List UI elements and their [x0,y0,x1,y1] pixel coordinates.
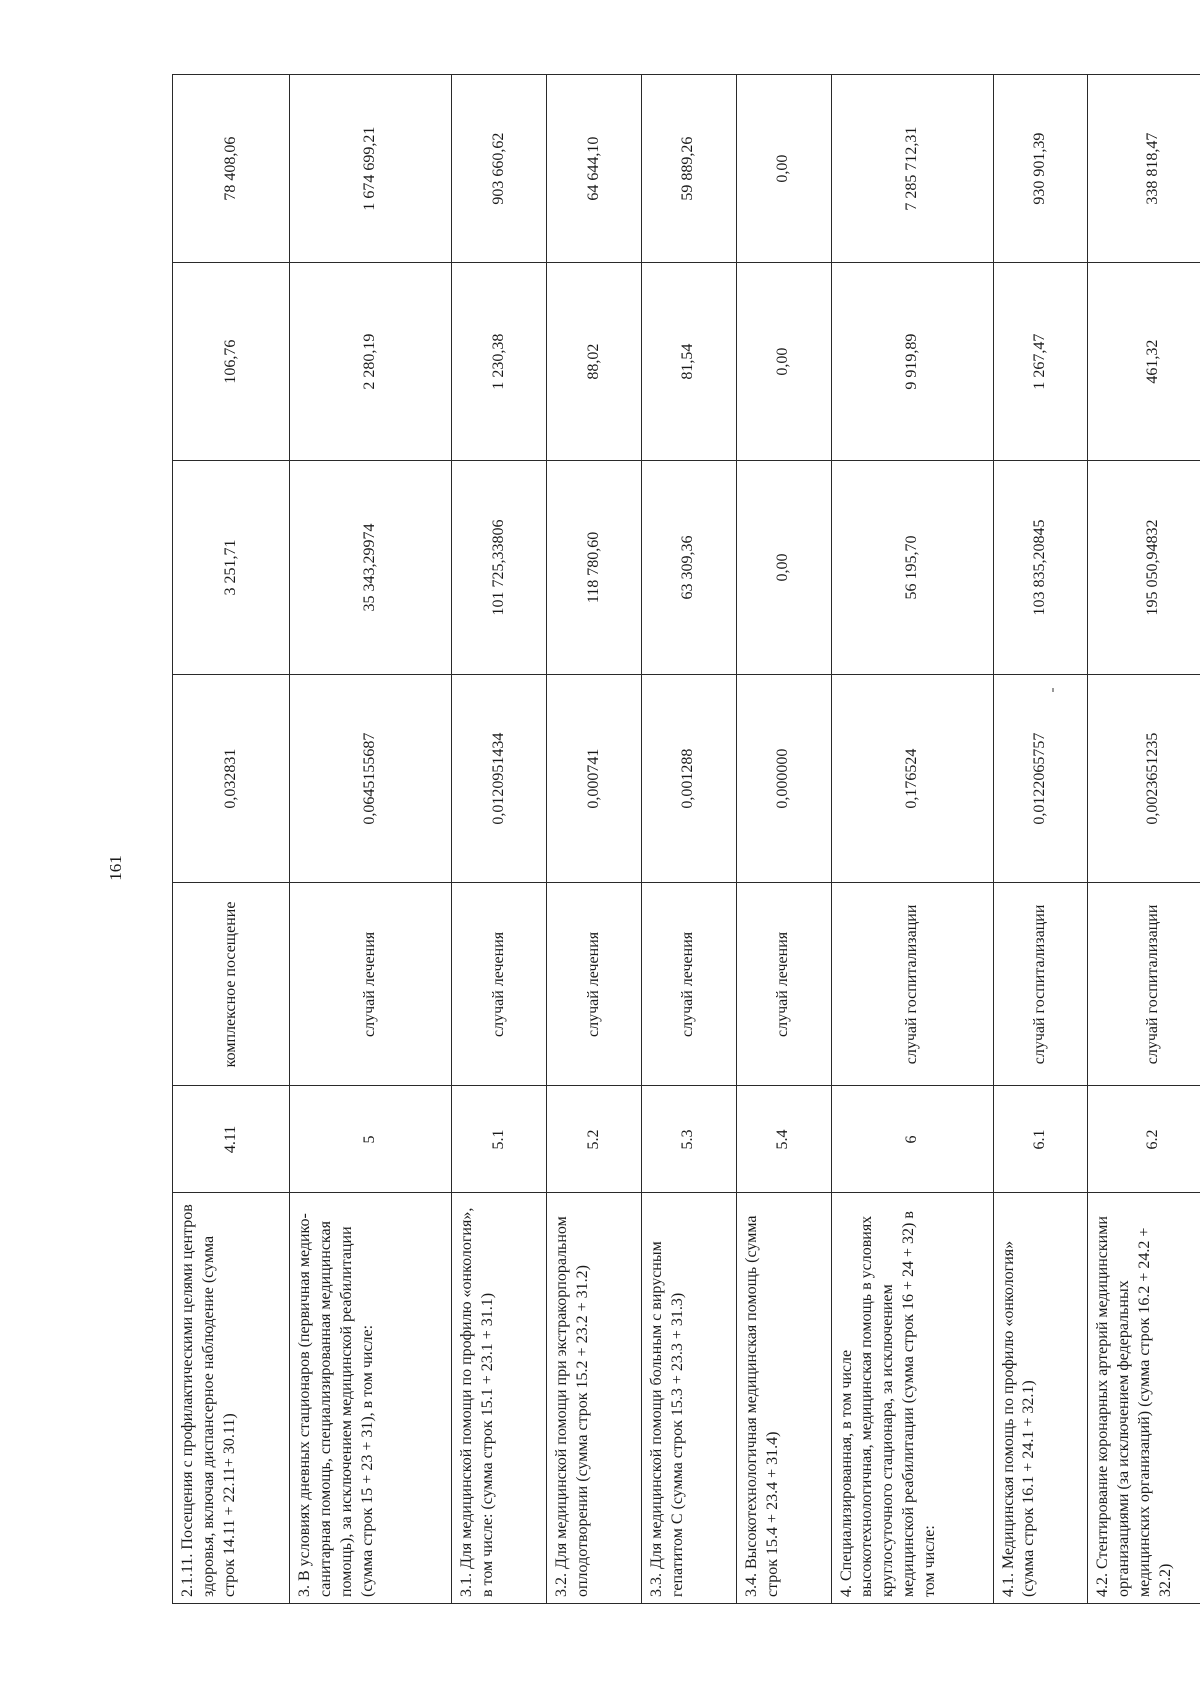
row-total: 7 285 712,31 [831,75,993,263]
row-norm-cost: 118 780,60 [547,461,642,675]
financing-table [172,74,1200,1604]
row-unit: случай лечения [736,883,831,1086]
row-norm-volume: 0,032831 [173,674,290,883]
table-row [547,75,642,1604]
page-number: 161 [106,855,125,881]
row-per-capita: 461,32 [1088,263,1200,461]
row-total: 0,00 [736,75,831,263]
row-norm-cost: 35 343,29974 [290,461,452,675]
row-number: 6.2 [1088,1086,1200,1193]
row-total: 64 644,10 [547,75,642,263]
row-number: 5.4 [736,1086,831,1193]
row-norm-volume: 0,000000 [736,674,831,883]
row-total: 338 818,47 [1088,75,1200,263]
row-norm-volume: 0,0122065757 [993,674,1088,883]
row-unit: случай лечения [452,883,547,1086]
row-description: 3.3. Для медицинской помощи больным с вирусным гепатитом С (сумма строк 15.3 + 23.3 + 31.3) [641,1193,736,1604]
row-norm-volume: 0,0023651235 [1088,674,1200,883]
row-per-capita: 88,02 [547,263,642,461]
row-total: 59 889,26 [641,75,736,263]
row-per-capita: 1 230,38 [452,263,547,461]
row-description: 4.1. Медицинская помощь по профилю «онкология» (сумма строк 16.1 + 24.1 + 32.1) [993,1193,1088,1604]
table-row [641,75,736,1604]
row-number: 6.1 [993,1086,1088,1193]
row-norm-cost: 3 251,71 [173,461,290,675]
row-total: 903 660,62 [452,75,547,263]
row-per-capita: 2 280,19 [290,263,452,461]
table-row [736,75,831,1604]
row-per-capita: 1 267,47 [993,263,1088,461]
row-norm-volume: 0,001288 [641,674,736,883]
row-unit: случай госпитализации [993,883,1088,1086]
row-unit: случай госпитализации [831,883,993,1086]
row-description: 3.1. Для медицинской помощи по профилю «онкология», в том числе: (сумма строк 15.1 + 23.1 + 31.1) [452,1193,547,1604]
row-norm-volume: 0,0645155687 [290,674,452,883]
row-unit: случай госпитализации [1088,883,1200,1086]
table-row [290,75,452,1604]
row-number: 4.11 [173,1086,290,1193]
table-row [831,75,993,1604]
row-per-capita: 0,00 [736,263,831,461]
row-norm-cost: 101 725,33806 [452,461,547,675]
row-total: 1 674 699,21 [290,75,452,263]
row-norm-cost: 56 195,70 [831,461,993,675]
row-norm-volume: 0,0120951434 [452,674,547,883]
row-description: 3. В условиях дневных стационаров (первичная медико-санитарная помощь, специализированная медицинская помощь), за исключением медицинской реабилитации (сумма строк 15 + 23 + 31), в том числе: [290,1193,452,1604]
row-description: 4. Специализированная, в том числе высокотехнологичная, медицинская помощь в условиях круглосуточного стационара, за исключением медицинской реабилитации (сумма строк 16 + 24 + 32) в том числе: [831,1193,993,1604]
row-number: 5 [290,1086,452,1193]
row-unit: случай лечения [290,883,452,1086]
row-number: 5.3 [641,1086,736,1193]
row-norm-cost: 63 309,36 [641,461,736,675]
row-description: 4.2. Стентирование коронарных артерий медицинскими организациями (за исключением федеральных медицинских организаций) (сумма строк 16.2 + 24.2 + 32.2) [1088,1193,1200,1604]
row-number: 5.1 [452,1086,547,1193]
row-total: 930 901,39 [993,75,1088,263]
row-description: 3.2. Для медицинской помощи при экстракорпоральном оплодотворении (сумма строк 15.2 + 23.2 + 31.2) [547,1193,642,1604]
table-row [452,75,547,1604]
row-description: 2.1.11. Посещения с профилактическими целями центров здоровья, включая диспансерное наблюдение (сумма строк 14.11 + 22.11+ 30.11) [173,1193,290,1604]
row-per-capita: 106,76 [173,263,290,461]
row-unit: комплексное посещение [173,883,290,1086]
table-row [173,75,290,1604]
row-description: 3.4. Высокотехнологичная медицинская помощь (сумма строк 15.4 + 23.4 + 31.4) [736,1193,831,1604]
table-row [993,75,1088,1604]
row-per-capita: 81,54 [641,263,736,461]
row-unit: случай лечения [547,883,642,1086]
row-number: 6 [831,1086,993,1193]
row-unit: случай лечения [641,883,736,1086]
row-norm-cost: 195 050,94832 [1088,461,1200,675]
row-norm-volume: 0,000741 [547,674,642,883]
row-number: 5.2 [547,1086,642,1193]
table-body [173,75,1200,1604]
rotated-table-wrapper [172,74,1200,1604]
table-row [1088,75,1200,1604]
row-norm-volume: 0,176524 [831,674,993,883]
row-norm-cost: 0,00 [736,461,831,675]
row-total: 78 408,06 [173,75,290,263]
row-per-capita: 9 919,89 [831,263,993,461]
row-norm-cost: 103 835,20845 [993,461,1088,675]
